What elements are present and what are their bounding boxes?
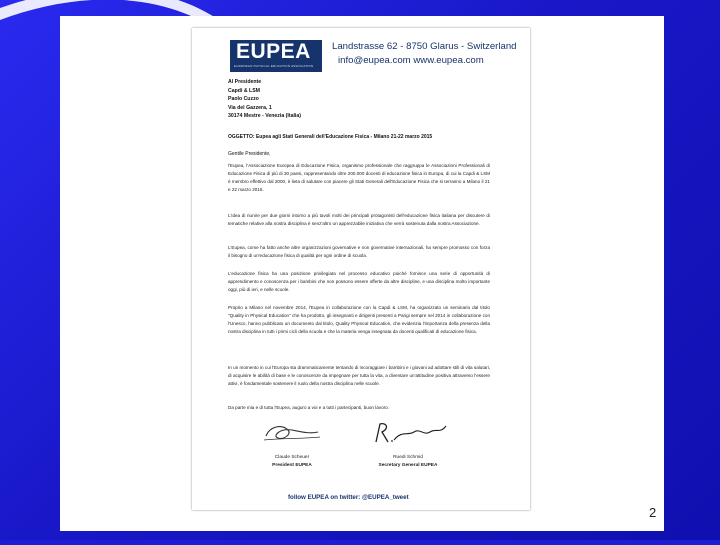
letter-paragraph: L'Eupea, come ha fatto anche altre organizzazioni governative e non governative internazionali, ha sempre promosso con forza il bisogno di un'educazione fisica di qualità per ogni ordine di scuola. [228,245,490,258]
recipient-line: Paolo Cuzzo [228,96,259,103]
letter-greeting: Gentile Presidente, [228,151,271,157]
signatory-name: Ruedi Schmid [393,455,423,460]
letter-paragraph: Proprio a Milano nel novembre 2014, l'Eupea in collaborazione con la Capdi & LSM, ha organizzato un seminario dal titolo "Quality in Physical Education" che ha prodotto, gli insegnanti e dirigenti presenti a Parigi sempre nel 2014 in collaborazione con l'Unesco, hanno pubblicato un documento dal titolo, Quality Physical Education, che evidenzia l'importanza della presenza della nostra disciplina in tutti i primi cicli della scuola e che la materia venga insegnata da docenti qualificati di educazione fisica. [228,305,490,334]
signatory-role: Secretary General EUPEA [378,463,438,468]
slide-page-number: 2 [649,505,657,520]
letter-paragraph: L'educazione fisica ha una posizione privilegiata nel processo educativo poiché fornisce una serie di opportunità di apprendimento e conoscenza per i bambini che non possono essere offerte da altre discipline, e una disciplina molto importante oggi, più di ieri, e nelle scuole. [228,271,490,292]
letterhead-address: Landstrasse 62 - 8750 Glarus - Switzerland [332,41,517,52]
letter-document [192,28,530,510]
logo-text: EUPEA [236,40,311,63]
recipient-block [228,78,301,121]
letter-paragraph: l'Eupea, l'Associazione Europea di Educazione Fisica, organismo professionale che raggruppa le Associazioni Professionali di Educazione Fisica di più di 30 paesi, rappresentando oltre 200.000 docenti di educazione fisica in Europa, di cui la Capdi & LSM è membro effettivo dal 2000, è lieta di salutare con piacere gli Stati Generali dell'Educazione Fisica che si terranno a Milano il 21 e 22 marzo 2015. [228,163,490,192]
recipient-line: Al Presidente [228,79,262,85]
signature-area [232,422,492,492]
recipient-line: Capdi & LSM [228,87,260,94]
letter-paragraph: Da parte mia e di tutta l'Eupea, auguro a voi e a tutti i partecipanti, buon lavoro. [228,405,389,410]
signatory-right [358,454,458,470]
signatory-left [242,454,342,470]
letterhead [230,40,520,72]
logo-subtitle: EUROPEAN PHYSICAL EDUCATION ASSOCIATION [234,64,314,68]
signatory-name: Claude Scheuer [274,455,310,460]
signature-schmid [372,420,452,446]
recipient-line: Via del Gazzera, 1 [228,104,272,111]
recipient-line: 30174 Mestre - Venezia (Italia) [228,113,301,120]
letterhead-contact: info@eupea.com www.eupea.com [338,55,484,66]
signature-scheuer [262,422,322,444]
letter-paragraph: In un momento in cui l'Europa sta drammaticamente tentando di incoraggiare i bambini e i giovani ad adottare stili di vita salutari, di acquisire le abilità di base e le conoscenze da impegnare per tutta la vita, a diventare un'attitudine positiva attraverso l'essere attivi, è fondamentale sostenere il ruolo della nostra disciplina nelle scuole. [228,365,490,386]
signatory-role: President EUPEA [272,463,312,468]
letter-paragraph: L'idea di riunire per due giorni intorno a più tavoli molti dei principali protagonisti dell'educazione fisica italiana per discutere di tematiche relative alla nostra disciplina è senz'altro un apprezzabile iniziativa che verrà sostenuta dalla nostra Associazione. [228,213,490,226]
eupea-logo [230,40,322,72]
letter-subject: OGGETTO: Eupea agli Stati Generali dell'Educazione Fisica - Milano 21-22 marzo 2015 [228,134,433,140]
letter-footer: follow EUPEA on twitter: @EUPEA_tweet [288,494,409,501]
